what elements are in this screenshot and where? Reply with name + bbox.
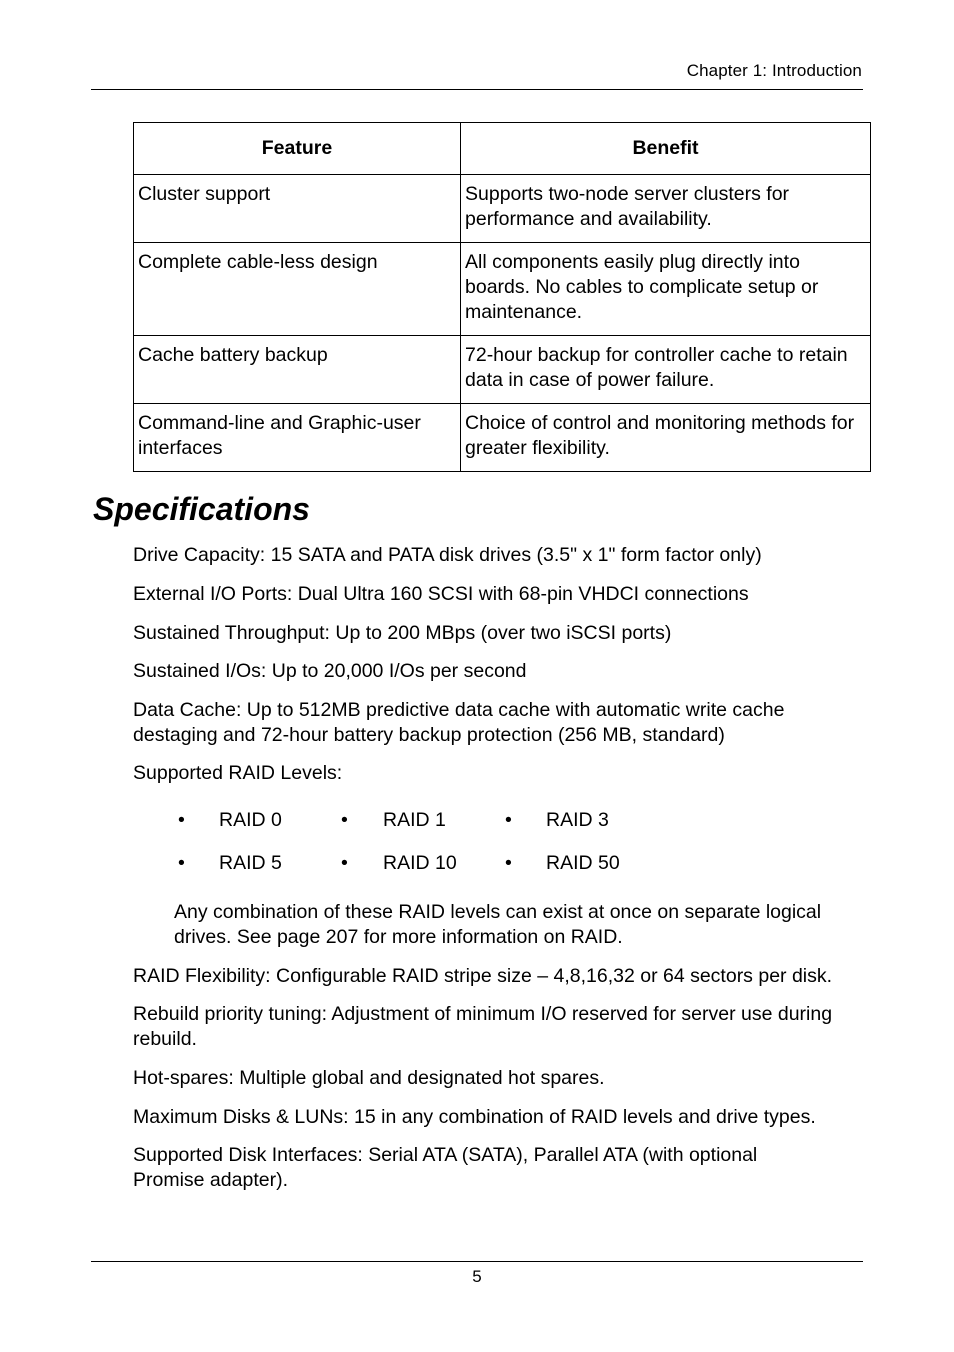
feature-cell: Complete cable-less design xyxy=(134,243,461,336)
table-row xyxy=(134,243,871,336)
feature-benefit-table xyxy=(133,122,871,472)
raid-level-item: RAID 3 xyxy=(546,809,609,831)
feature-cell: Cluster support xyxy=(134,175,461,243)
bullet-glyph: • xyxy=(178,809,185,831)
table-header-row xyxy=(134,123,871,175)
bullet-glyph: • xyxy=(505,852,512,874)
raid-combination-note: Any combination of these RAID levels can exist at once on separate logical drives. See page 207 for more information on RAID. xyxy=(174,901,822,948)
spec-raid-flexibility: RAID Flexibility: Configurable RAID stripe size – 4,8,16,32 or 64 sectors per disk. xyxy=(133,965,833,987)
running-header: Chapter 1: Introduction xyxy=(686,61,862,80)
raid-level-row xyxy=(0,852,954,877)
table-row xyxy=(134,175,871,243)
benefit-cell: All components easily plug directly into boards. No cables to complicate setup or maintenance. xyxy=(461,243,871,336)
spec-sustained-ios: Sustained I/Os: Up to 20,000 I/Os per second xyxy=(133,660,527,682)
spec-data-cache: Data Cache: Up to 512MB predictive data cache with automatic write cache destaging and 72-hour battery backup protection (256 MB, standard) xyxy=(133,699,785,746)
benefit-cell: Choice of control and monitoring methods for greater flexibility. xyxy=(461,404,871,472)
bullet-glyph: • xyxy=(341,809,348,831)
benefit-cell: 72-hour backup for controller cache to retain data in case of power failure. xyxy=(461,336,871,404)
raid-level-item: RAID 5 xyxy=(219,852,282,874)
spec-hot-spares: Hot-spares: Multiple global and designated hot spares. xyxy=(133,1067,605,1089)
spec-disk-interfaces: Supported Disk Interfaces: Serial ATA (SATA), Parallel ATA (with optional Promise adapter). xyxy=(133,1144,758,1191)
benefit-cell: Supports two-node server clusters for performance and availability. xyxy=(461,175,871,243)
raid-level-item: RAID 10 xyxy=(383,852,457,874)
raid-level-item: RAID 50 xyxy=(546,852,620,874)
header-rule xyxy=(91,89,863,90)
column-header-feature: Feature xyxy=(134,123,461,175)
spec-rebuild-priority: Rebuild priority tuning: Adjustment of minimum I/O reserved for server use during rebuild. xyxy=(133,1003,833,1050)
table-row xyxy=(134,404,871,472)
feature-cell: Command-line and Graphic-user interfaces xyxy=(134,404,461,472)
spec-drive-capacity: Drive Capacity: 15 SATA and PATA disk drives (3.5" x 1" form factor only) xyxy=(133,544,762,566)
raid-level-row xyxy=(0,809,954,834)
section-title: Specifications xyxy=(93,491,310,527)
raid-level-item: RAID 1 xyxy=(383,809,446,831)
raid-level-item: RAID 0 xyxy=(219,809,282,831)
bullet-glyph: • xyxy=(341,852,348,874)
column-header-benefit: Benefit xyxy=(461,123,871,175)
spec-sustained-throughput: Sustained Throughput: Up to 200 MBps (over two iSCSI ports) xyxy=(133,622,672,644)
spec-external-io-ports: External I/O Ports: Dual Ultra 160 SCSI with 68-pin VHDCI connections xyxy=(133,583,749,605)
table-row xyxy=(134,336,871,404)
bullet-glyph: • xyxy=(505,809,512,831)
spec-supported-raid-levels: Supported RAID Levels: xyxy=(133,762,343,784)
feature-cell: Cache battery backup xyxy=(134,336,461,404)
bullet-glyph: • xyxy=(178,852,185,874)
spec-maximum-disks: Maximum Disks & LUNs: 15 in any combination of RAID levels and drive types. xyxy=(133,1106,816,1128)
footer-rule xyxy=(91,1261,863,1262)
page-number: 5 xyxy=(472,1267,482,1286)
